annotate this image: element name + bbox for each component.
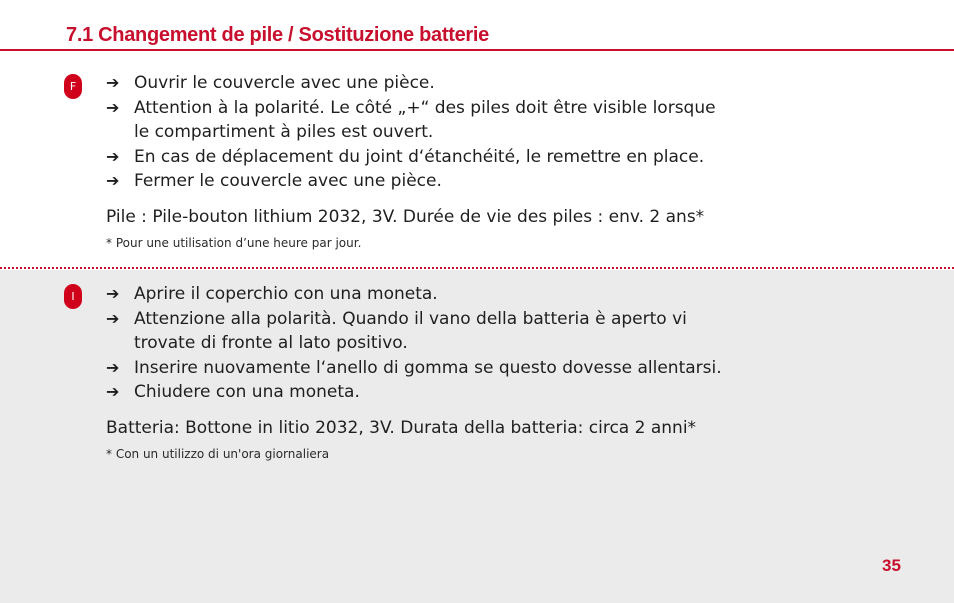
battery-spec-italian: Batteria: Bottone in litio 2032, 3V. Durata della batteria: circa 2 anni* — [106, 417, 697, 438]
arrow-right-icon: ➔ — [106, 171, 120, 190]
list-item — [106, 282, 766, 307]
arrow-right-icon: ➔ — [106, 284, 120, 303]
list-item — [106, 96, 766, 145]
language-badge-italian: I — [64, 284, 82, 309]
arrow-right-icon: ➔ — [106, 146, 120, 166]
list-item — [106, 307, 766, 356]
list-item — [106, 169, 766, 194]
list-item — [106, 145, 766, 170]
arrow-right-icon: ➔ — [106, 97, 120, 117]
list-item — [106, 356, 766, 381]
instruction-text: Fermer le couvercle avec une pièce. — [134, 171, 442, 191]
italian-instructions — [106, 282, 766, 405]
page-number: 35 — [882, 556, 901, 575]
footnote-italian: * Con un utilizzo di un'ora giornaliera — [106, 446, 330, 461]
instruction-text: Ouvrir le couvercle avec une pièce. — [134, 73, 435, 93]
instruction-text: Inserire nuovamente l‘anello di gomma se questo dovesse allentarsi. — [134, 357, 722, 378]
instruction-text: En cas de déplacement du joint d‘étanchéité, le remettre en place. — [134, 146, 705, 167]
arrow-right-icon: ➔ — [106, 357, 120, 377]
footnote-french: * Pour une utilisation d’une heure par jour. — [106, 235, 362, 250]
french-content — [106, 71, 766, 251]
page-title: 7.1 Changement de pile / Sostituzione batterie — [66, 24, 489, 46]
arrow-right-icon: ➔ — [106, 382, 120, 401]
list-item — [106, 71, 766, 96]
battery-spec-french: Pile : Pile-bouton lithium 2032, 3V. Durée de vie des piles : env. 2 ans* — [106, 206, 705, 227]
french-instructions — [106, 71, 766, 194]
instruction-text: Attention à la polarité. Le côté „+“ des piles doit être visible lorsque le compartiment à piles est ouvert. — [134, 97, 716, 142]
section-divider — [0, 267, 954, 269]
italian-content — [106, 282, 766, 462]
instruction-text: Attenzione alla polarità. Quando il vano della batteria è aperto vi trovate di fronte al lato positivo. — [134, 308, 687, 353]
arrow-right-icon: ➔ — [106, 308, 120, 328]
instruction-text: Chiudere con una moneta. — [134, 382, 360, 402]
arrow-right-icon: ➔ — [106, 73, 120, 92]
title-divider — [0, 49, 954, 51]
instruction-text: Aprire il coperchio con una moneta. — [134, 284, 438, 304]
language-badge-french: F — [64, 74, 82, 99]
list-item — [106, 380, 766, 405]
